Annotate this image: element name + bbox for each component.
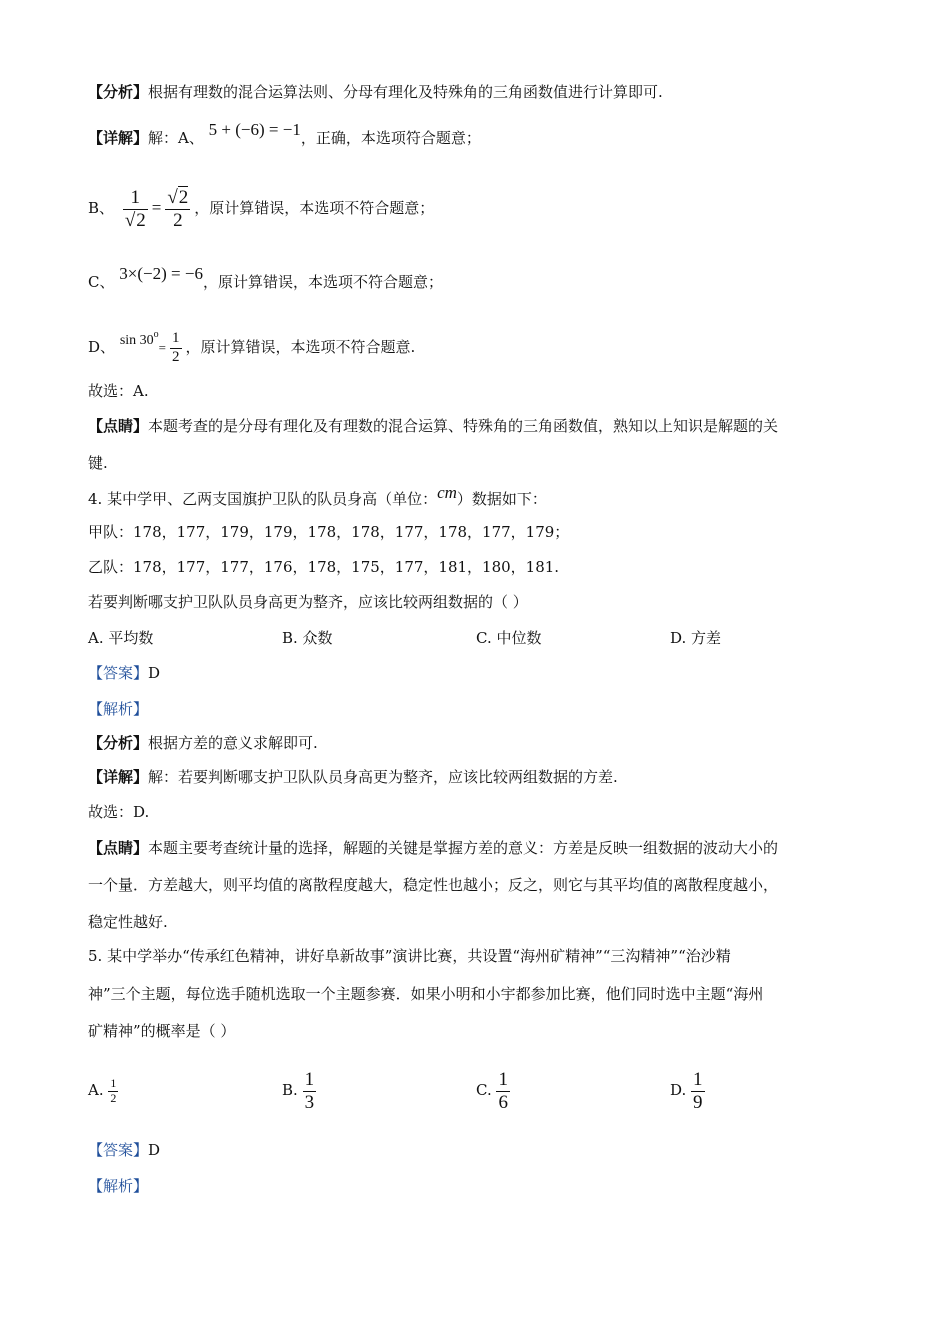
q5-stem-line2: 神”三个主题，每位选手随机选取一个主题参赛．如果小明和小宇都参加比赛，他们同时选中主题“海州 bbox=[88, 985, 764, 1003]
denominator: 6 bbox=[498, 1091, 508, 1113]
q4-team-a: 甲队：178，177，179，179，178，178，177，178，177，179； bbox=[88, 523, 570, 541]
sin-text: sin 30 bbox=[119, 333, 154, 348]
dianjing-text: 本题考查的是分母有理化及有理数的混合运算、特殊角的三角函数值，熟知以上知识是解题的关 bbox=[148, 417, 779, 435]
dianjing-tag: 【点睛】 bbox=[88, 839, 149, 857]
q4-dianjing-line1 bbox=[88, 838, 778, 858]
d-numerator: 1 bbox=[172, 330, 180, 347]
q4-stem-pre: 4. 某中学甲、乙两支国旗护卫队的队员身高（单位： bbox=[88, 490, 438, 508]
option-a-expression: 5 + (−6) = −1 bbox=[208, 120, 301, 139]
xiangjie-lead: 解：A、 bbox=[148, 129, 204, 147]
q5-option-c bbox=[476, 1048, 510, 1132]
q4-option-b: B. 众数 bbox=[282, 629, 333, 647]
rhs-denominator: 2 bbox=[165, 209, 190, 232]
option-c-text: ，原计算错误，本选项不符合题意； bbox=[202, 273, 443, 291]
lhs-radicand: 2 bbox=[136, 209, 146, 231]
sqrt-icon: √2 bbox=[124, 209, 146, 231]
option-d-fraction bbox=[170, 330, 182, 366]
option-fraction bbox=[691, 1069, 705, 1114]
option-label: D. bbox=[670, 1081, 692, 1099]
option-d-text: ，原计算错误，本选项不符合题意. bbox=[185, 338, 416, 356]
q5-stem-line1: 5. 某中学举办“传承红色精神，讲好阜新故事”演讲比赛，共设置“海州矿精神”“三沟精神”“治沙精 bbox=[88, 947, 731, 965]
analysis3-dianjing-line1 bbox=[88, 416, 778, 436]
q4-stem bbox=[88, 483, 547, 509]
q4-dianjing-line3: 稳定性越好. bbox=[88, 913, 168, 931]
option-c-expression: 3×(−2) = −6 bbox=[119, 264, 203, 283]
fenxi-text: 根据有理数的混合运算法则、分母有理化及特殊角的三角函数值进行计算即可. bbox=[148, 83, 663, 101]
q4-stem-post: ）数据如下： bbox=[456, 490, 547, 508]
q4-dianjing-line2: 一个量．方差越大，则平均值的离散程度越大，稳定性也越小；反之，则它与其平均值的离散程度越小， bbox=[88, 876, 779, 894]
option-fraction bbox=[108, 1077, 118, 1106]
q4-fenxi bbox=[88, 733, 318, 753]
dianjing-text: 本题主要考查统计量的选择，解题的关键是掌握方差的意义：方差是反映一组数据的波动大小的 bbox=[148, 839, 779, 857]
analysis3-fenxi bbox=[88, 82, 663, 102]
analysis3-dianjing-line2: 键. bbox=[88, 454, 108, 472]
q5-jiexi-tag: 【解析】 bbox=[88, 1177, 149, 1195]
answer-value: D bbox=[148, 1141, 161, 1159]
xiangjie-tag: 【详解】 bbox=[88, 768, 149, 786]
analysis3-option-d: D、 $\sin 30^o=$ $\frac{1}{2}$ ，原计算错误，本选项不符合题意. bbox=[88, 329, 416, 365]
rhs-numerator bbox=[165, 187, 190, 209]
option-label: C. bbox=[476, 1081, 497, 1099]
denominator: 3 bbox=[304, 1091, 315, 1113]
xiangjie-text: 解：若要判断哪支护卫队队员身高更为整齐，应该比较两组数据的方差. bbox=[148, 768, 618, 786]
dianjing-tag: 【点睛】 bbox=[88, 417, 149, 435]
sqrt-icon: √2 bbox=[167, 186, 189, 208]
q4-jiexi-tag: 【解析】 bbox=[88, 700, 149, 718]
q4-answer bbox=[88, 663, 160, 683]
q4-option-c: C. 中位数 bbox=[476, 629, 542, 647]
answer-value: D bbox=[148, 664, 161, 682]
option-label: A. bbox=[88, 1081, 109, 1099]
option-d-label: D、 bbox=[88, 338, 116, 356]
fenxi-text: 根据方差的意义求解即可. bbox=[148, 734, 318, 752]
q4-option-d: D. 方差 bbox=[670, 629, 722, 647]
option-c-label: C、 bbox=[88, 273, 115, 291]
option-label: B. bbox=[282, 1081, 303, 1099]
numerator: 1 bbox=[498, 1068, 508, 1090]
q4-guxuan: 故选：D. bbox=[88, 803, 150, 821]
lhs-numerator: 1 bbox=[130, 186, 141, 208]
q4-xiangjie bbox=[88, 767, 618, 787]
denominator: 9 bbox=[693, 1091, 703, 1113]
q5-option-b bbox=[282, 1048, 316, 1132]
fenxi-tag: 【分析】 bbox=[88, 734, 149, 752]
q4-unit: cm bbox=[437, 483, 457, 502]
answer-tag: 【答案】 bbox=[88, 1141, 149, 1159]
fenxi-tag: 【分析】 bbox=[88, 83, 149, 101]
d-denominator: 2 bbox=[172, 348, 180, 365]
rhs-radicand: 2 bbox=[178, 186, 189, 208]
numerator: 1 bbox=[693, 1068, 703, 1090]
q5-answer bbox=[88, 1140, 160, 1160]
degree-mark: o bbox=[153, 329, 159, 340]
analysis3-option-b: B、 $\frac{1}{√2}$ = $\frac{√2}{2}$ ，原计算错误，本选项不符合题意； bbox=[88, 186, 435, 231]
numerator: 1 bbox=[304, 1068, 315, 1090]
option-fraction bbox=[303, 1069, 317, 1114]
q4-option-a: A. 平均数 bbox=[88, 629, 154, 647]
option-fraction bbox=[496, 1069, 510, 1114]
q5-option-a bbox=[88, 1055, 118, 1125]
analysis3-guxuan: 故选：A. bbox=[88, 382, 149, 400]
denominator: 2 bbox=[110, 1090, 117, 1105]
q4-question: 若要判断哪支护卫队队员身高更为整齐，应该比较两组数据的（ ） bbox=[88, 593, 528, 611]
q5-option-d bbox=[670, 1048, 705, 1132]
option-b-rhs-fraction bbox=[165, 187, 190, 232]
option-b-label: B、 bbox=[88, 199, 115, 217]
numerator: 1 bbox=[110, 1075, 117, 1090]
option-a-text: ，正确，本选项符合题意； bbox=[300, 129, 481, 147]
option-b-text: ，原计算错误，本选项不符合题意； bbox=[194, 199, 435, 217]
option-d-function bbox=[119, 329, 159, 348]
answer-tag: 【答案】 bbox=[88, 664, 149, 682]
lhs-denominator bbox=[123, 209, 148, 232]
xiangjie-tag: 【详解】 bbox=[88, 129, 149, 147]
analysis3-option-c bbox=[88, 264, 443, 292]
analysis3-xiangjie-a bbox=[88, 120, 481, 148]
q4-team-b: 乙队：178，177，177，176，178，175，177，181，180，181. bbox=[88, 558, 560, 576]
option-b-lhs-fraction bbox=[123, 187, 148, 232]
q5-stem-line3: 矿精神”的概率是（ ） bbox=[88, 1022, 236, 1040]
